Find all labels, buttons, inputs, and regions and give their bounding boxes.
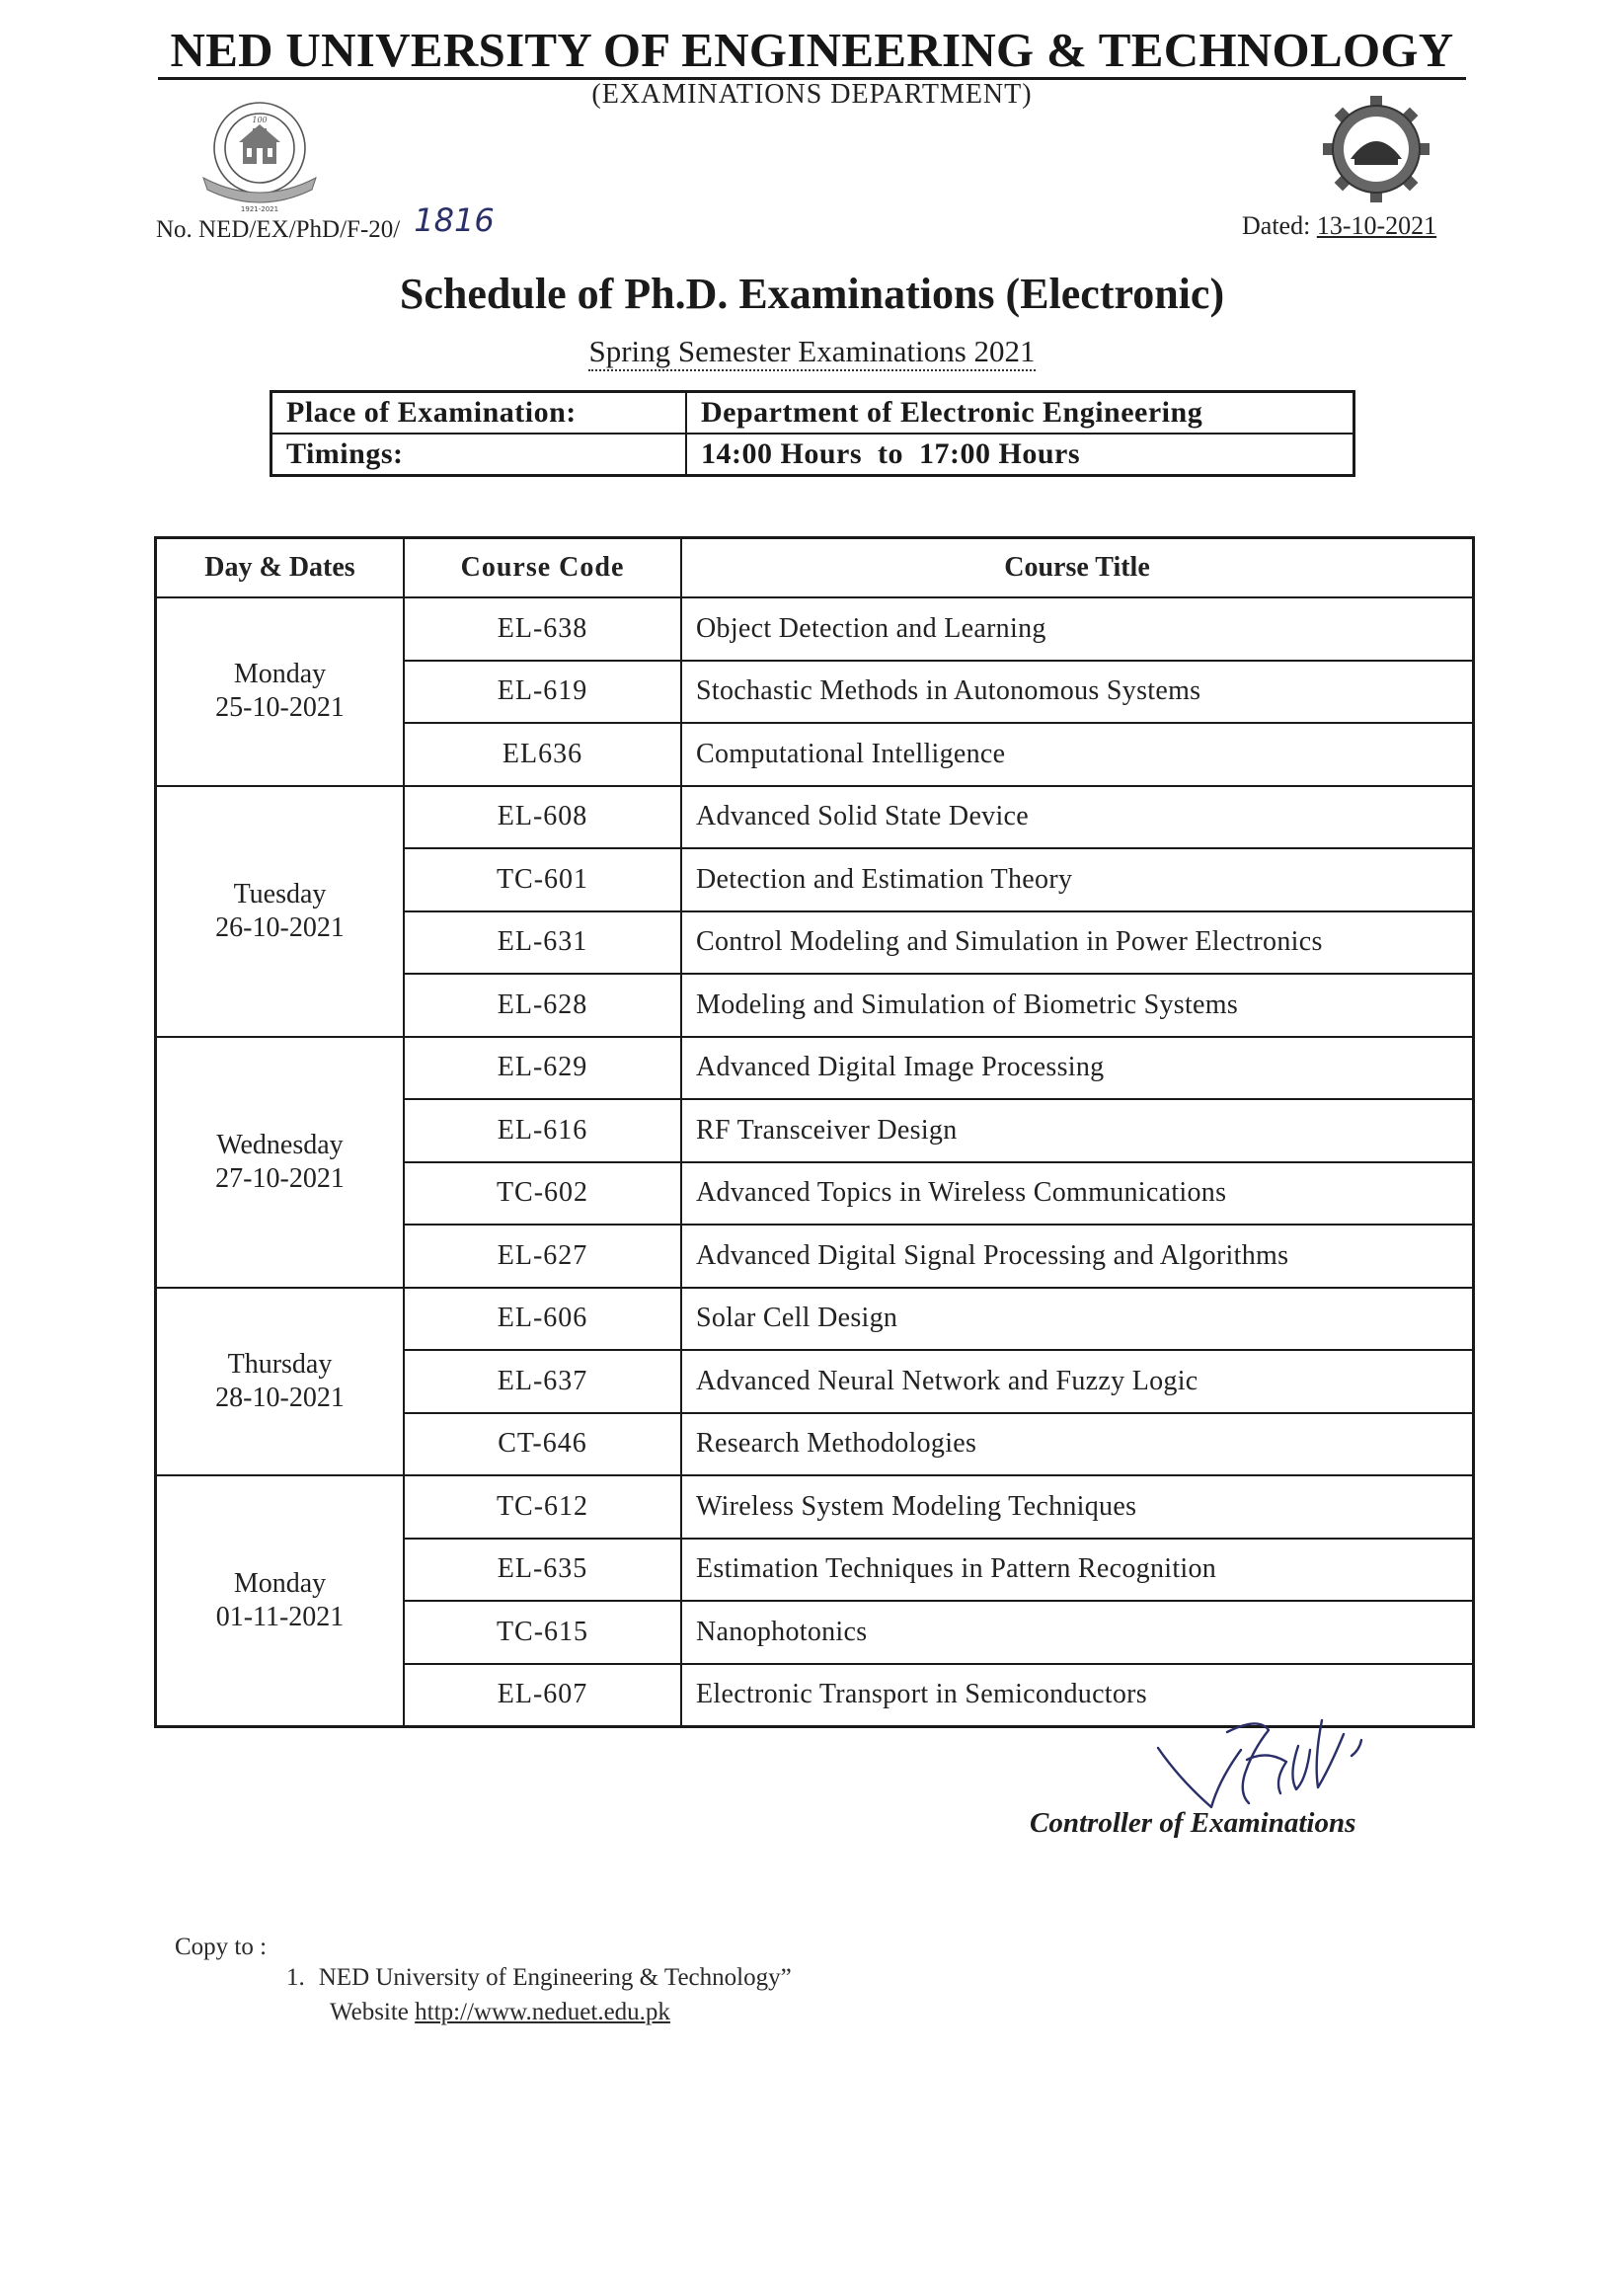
course-title: Research Methodologies	[681, 1413, 1474, 1476]
exam-day: Tuesday	[233, 878, 327, 910]
course-title: Advanced Digital Image Processing	[681, 1037, 1474, 1100]
course-code: EL-631	[404, 911, 681, 975]
exam-day: Wednesday	[216, 1129, 344, 1160]
controller-signature	[1150, 1710, 1387, 1819]
course-code: EL-616	[404, 1099, 681, 1162]
course-title: Object Detection and Learning	[681, 597, 1474, 661]
exam-date: 01-11-2021	[215, 1602, 345, 1632]
schedule-subtitle	[0, 334, 1624, 369]
course-code: EL-637	[404, 1350, 681, 1413]
copy-item-text: NED University of Engineering & Technology”	[318, 1964, 792, 1991]
course-title: RF Transceiver Design	[681, 1099, 1474, 1162]
course-code: EL-619	[404, 661, 681, 724]
copy-item-index: 1.	[286, 1964, 305, 1991]
course-title: Advanced Topics in Wireless Communications	[681, 1162, 1474, 1226]
table-row	[156, 1288, 1474, 1351]
course-code: TC-615	[404, 1601, 681, 1664]
course-code: EL-608	[404, 786, 681, 849]
day-dates-cell	[156, 1288, 405, 1476]
exam-date: 25-10-2021	[215, 692, 345, 724]
course-code: EL636	[404, 723, 681, 786]
course-title: Stochastic Methods in Autonomous Systems	[681, 661, 1474, 724]
department-name: (EXAMINATIONS DEPARTMENT)	[591, 79, 1033, 110]
course-title: Estimation Techniques in Pattern Recognition	[681, 1539, 1474, 1602]
place-row	[271, 392, 1354, 435]
schedule-header-row	[156, 538, 1474, 598]
course-title: Detection and Estimation Theory	[681, 848, 1474, 911]
day-dates-cell	[156, 1475, 405, 1727]
course-code: TC-601	[404, 848, 681, 911]
course-title: Advanced Digital Signal Processing and Algorithms	[681, 1225, 1474, 1288]
course-title: Wireless System Modeling Techniques	[681, 1475, 1474, 1539]
timings-value: 14:00 Hours to 17:00 Hours	[686, 434, 1354, 476]
course-code: EL-607	[404, 1664, 681, 1727]
left-seal-years: 1921-2021	[240, 205, 279, 213]
website-label: Website	[330, 1999, 416, 2025]
signatory-title: Controller of Examinations	[1030, 1807, 1356, 1839]
reference-prefix: No. NED/EX/PhD/F-20/	[156, 216, 401, 243]
course-code: EL-629	[404, 1037, 681, 1100]
exam-day: Monday	[233, 1568, 327, 1599]
course-code: EL-635	[404, 1539, 681, 1602]
exam-day: Monday	[233, 659, 327, 690]
handwritten-reference-number: 1816	[414, 201, 495, 239]
ned-centenary-logo	[195, 91, 324, 214]
exam-info-table	[270, 390, 1355, 477]
day-dates-cell	[156, 1037, 405, 1288]
course-code: TC-602	[404, 1162, 681, 1226]
course-title: Solar Cell Design	[681, 1288, 1474, 1351]
exam-day: Thursday	[227, 1348, 333, 1380]
dated-value: 13-10-2021	[1316, 211, 1437, 240]
table-row	[156, 1475, 1474, 1539]
place-value: Department of Electronic Engineering	[686, 392, 1354, 435]
schedule-subtitle-text: Spring Semester Examinations 2021	[588, 334, 1035, 371]
copy-to-label: Copy to :	[175, 1934, 268, 1960]
header-course-title: Course Title	[681, 538, 1474, 598]
exam-date: 28-10-2021	[215, 1382, 345, 1413]
dated-label: Dated:	[1242, 211, 1311, 240]
website-line	[330, 1999, 670, 2026]
course-title: Control Modeling and Simulation in Power Electronics	[681, 911, 1474, 975]
reference-number	[156, 201, 495, 245]
course-title: Electronic Transport in Semiconductors	[681, 1664, 1474, 1727]
university-title: NED UNIVERSITY OF ENGINEERING & TECHNOLOGY	[170, 23, 1454, 77]
course-code: EL-606	[404, 1288, 681, 1351]
header-course-code: Course Code	[404, 538, 681, 598]
course-code: EL-638	[404, 597, 681, 661]
header-day-dates: Day & Dates	[156, 538, 405, 598]
place-label: Place of Examination:	[271, 392, 687, 435]
ned-gear-logo	[1321, 94, 1431, 204]
course-code: EL-628	[404, 974, 681, 1037]
course-code: EL-627	[404, 1225, 681, 1288]
exam-schedule-table	[154, 536, 1475, 1728]
course-title: Computational Intelligence	[681, 723, 1474, 786]
course-title: Nanophotonics	[681, 1601, 1474, 1664]
copy-item	[286, 1964, 792, 1992]
website-link[interactable]: http://www.neduet.edu.pk	[415, 1999, 670, 2025]
timings-label: Timings:	[271, 434, 687, 476]
schedule-title: Schedule of Ph.D. Examinations (Electronic)	[399, 270, 1225, 318]
day-dates-cell	[156, 597, 405, 786]
course-title: Advanced Solid State Device	[681, 786, 1474, 849]
table-row	[156, 597, 1474, 661]
day-dates-cell	[156, 786, 405, 1037]
course-code: TC-612	[404, 1475, 681, 1539]
course-title: Modeling and Simulation of Biometric Systems	[681, 974, 1474, 1037]
exam-date: 26-10-2021	[215, 911, 345, 943]
table-row	[156, 786, 1474, 849]
schedule-body	[156, 597, 1474, 1727]
course-code: CT-646	[404, 1413, 681, 1476]
table-row	[156, 1037, 1474, 1100]
timings-row	[271, 434, 1354, 476]
course-title: Advanced Neural Network and Fuzzy Logic	[681, 1350, 1474, 1413]
left-seal-label: 100	[252, 116, 268, 124]
date-line	[1242, 211, 1436, 241]
exam-date: 27-10-2021	[215, 1162, 345, 1194]
